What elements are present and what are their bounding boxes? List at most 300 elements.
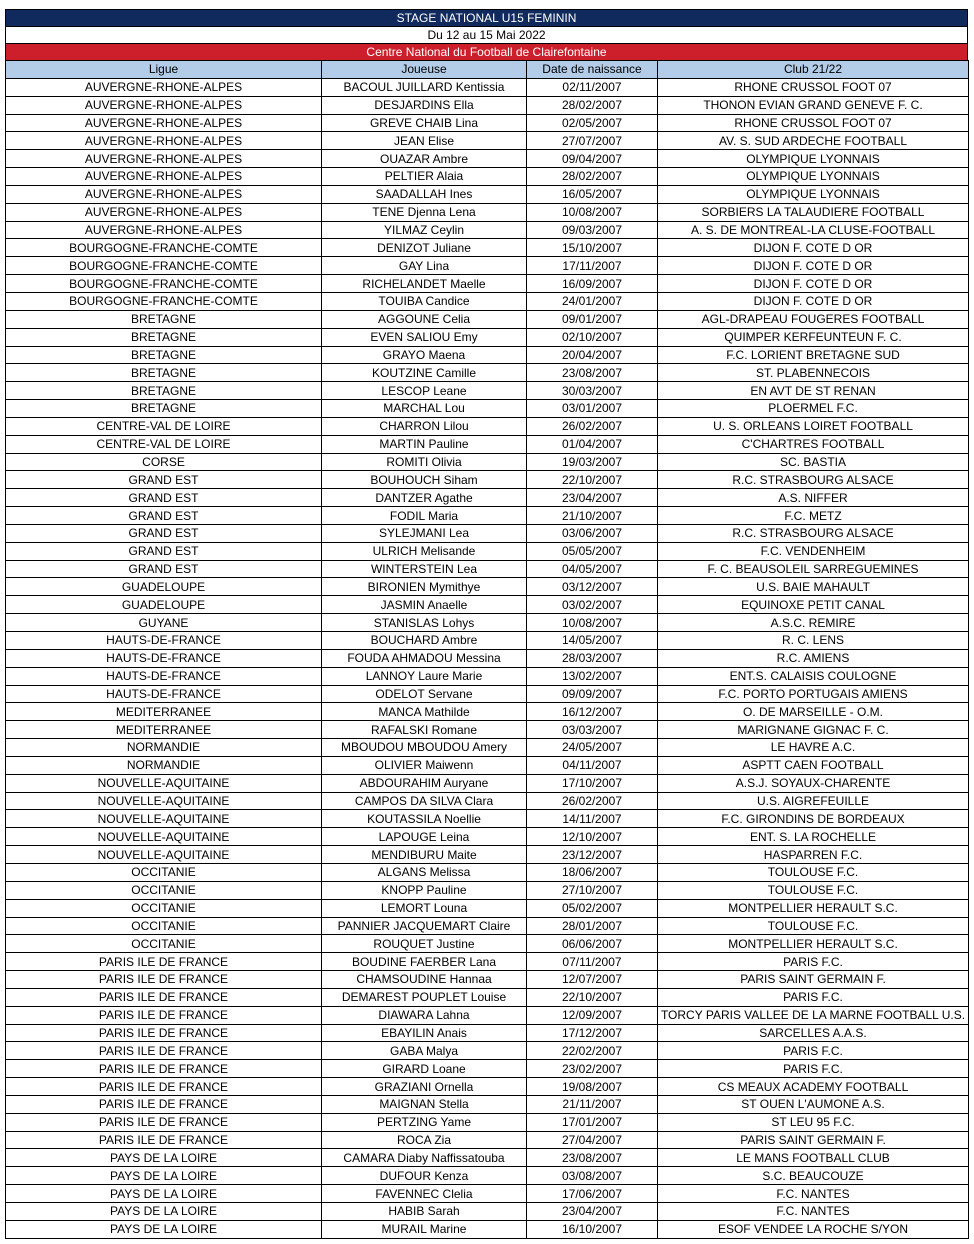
table-row [6,1149,969,1167]
cell-ligue: GRAND EST [6,507,322,525]
cell-joueuse: LEMORT Louna [322,899,527,917]
table-row [6,382,969,400]
cell-ligue: PARIS ILE DE FRANCE [6,1042,322,1060]
cell-ligue: GUADELOUPE [6,596,322,614]
cell-club: MONTPELLIER HERAULT S.C. [658,935,969,953]
cell-ligue: BOURGOGNE-FRANCHE-COMTE [6,239,322,257]
cell-club: ST. PLABENNECOIS [658,364,969,382]
cell-joueuse: GRAZIANI Ornella [322,1078,527,1096]
table-row [6,168,969,186]
cell-ligue: GRAND EST [6,471,322,489]
cell-date: 09/09/2007 [527,685,658,703]
cell-club: THONON EVIAN GRAND GENEVE F. C. [658,96,969,114]
cell-ligue: GRAND EST [6,524,322,542]
table-row [6,150,969,168]
cell-joueuse: MARCHAL Lou [322,400,527,418]
table-row [6,221,969,239]
cell-joueuse: BIRONIEN Mymithye [322,578,527,596]
table-row [6,78,969,96]
cell-joueuse: MANCA Mathilde [322,703,527,721]
cell-club: DIJON F. COTE D OR [658,275,969,293]
table-row [6,400,969,418]
cell-ligue: OCCITANIE [6,917,322,935]
cell-ligue: MEDITERRANEE [6,703,322,721]
table-row [6,596,969,614]
cell-date: 23/08/2007 [527,364,658,382]
cell-ligue: NOUVELLE-AQUITAINE [6,828,322,846]
cell-ligue: NOUVELLE-AQUITAINE [6,792,322,810]
table-row [6,1078,969,1096]
cell-ligue: NOUVELLE-AQUITAINE [6,810,322,828]
cell-ligue: GRAND EST [6,489,322,507]
cell-club: PARIS F.C. [658,953,969,971]
table-row [6,453,969,471]
cell-date: 03/12/2007 [527,578,658,596]
column-header-joueuse: Joueuse [322,61,527,79]
cell-club: O. DE MARSEILLE - O.M. [658,703,969,721]
table-row [6,257,969,275]
cell-club: A.S.J. SOYAUX-CHARENTE [658,774,969,792]
cell-club: PARIS F.C. [658,1042,969,1060]
cell-club: CS MEAUX ACADEMY FOOTBALL [658,1078,969,1096]
cell-date: 17/12/2007 [527,1024,658,1042]
cell-joueuse: AGGOUNE Celia [322,310,527,328]
cell-ligue: PARIS ILE DE FRANCE [6,1006,322,1024]
cell-club: SORBIERS LA TALAUDIERE FOOTBALL [658,203,969,221]
cell-joueuse: CHARRON Lilou [322,417,527,435]
cell-date: 27/07/2007 [527,132,658,150]
table-row [6,810,969,828]
table-row [6,1113,969,1131]
table-row [6,1203,969,1221]
cell-club: PARIS F.C. [658,988,969,1006]
table-row [6,578,969,596]
cell-joueuse: MENDIBURU Maite [322,846,527,864]
cell-date: 24/05/2007 [527,739,658,757]
cell-club: ESOF VENDEE LA ROCHE S/YON [658,1220,969,1238]
cell-club: F. C. BEAUSOLEIL SARREGUEMINES [658,560,969,578]
table-row [6,114,969,132]
table-row [6,310,969,328]
column-header-date: Date de naissance [527,61,658,79]
table-row [6,275,969,293]
cell-date: 22/02/2007 [527,1042,658,1060]
cell-date: 12/07/2007 [527,971,658,989]
table-row [6,846,969,864]
table-row [6,685,969,703]
cell-date: 17/01/2007 [527,1113,658,1131]
cell-club: DIJON F. COTE D OR [658,257,969,275]
cell-ligue: NOUVELLE-AQUITAINE [6,774,322,792]
cell-joueuse: ODELOT Servane [322,685,527,703]
cell-club: RHONE CRUSSOL FOOT 07 [658,78,969,96]
cell-joueuse: TOUIBA Candice [322,292,527,310]
cell-date: 09/03/2007 [527,221,658,239]
cell-date: 23/08/2007 [527,1149,658,1167]
cell-club: LE MANS FOOTBALL CLUB [658,1149,969,1167]
cell-joueuse: KOUTZINE Camille [322,364,527,382]
cell-ligue: PAYS DE LA LOIRE [6,1149,322,1167]
table-row [6,863,969,881]
cell-joueuse: JEAN Elise [322,132,527,150]
cell-club: ENT. S. LA ROCHELLE [658,828,969,846]
table-row [6,435,969,453]
cell-date: 10/08/2007 [527,203,658,221]
cell-joueuse: MARTIN Pauline [322,435,527,453]
table-row [6,1220,969,1238]
cell-ligue: AUVERGNE-RHONE-ALPES [6,168,322,186]
table-row [6,292,969,310]
cell-club: TOULOUSE F.C. [658,917,969,935]
cell-ligue: GRAND EST [6,542,322,560]
cell-club: MONTPELLIER HERAULT S.C. [658,899,969,917]
cell-joueuse: WINTERSTEIN Lea [322,560,527,578]
table-row [6,1095,969,1113]
cell-club: DIJON F. COTE D OR [658,239,969,257]
cell-ligue: PARIS ILE DE FRANCE [6,1095,322,1113]
cell-ligue: PARIS ILE DE FRANCE [6,1078,322,1096]
cell-date: 12/10/2007 [527,828,658,846]
cell-club: PARIS SAINT GERMAIN F. [658,971,969,989]
cell-date: 01/04/2007 [527,435,658,453]
cell-club: TOULOUSE F.C. [658,881,969,899]
cell-date: 09/01/2007 [527,310,658,328]
table-row [6,1185,969,1203]
cell-club: F.C. GIRONDINS DE BORDEAUX [658,810,969,828]
cell-club: PARIS F.C. [658,1060,969,1078]
cell-joueuse: BOUDINE FAERBER Lana [322,953,527,971]
cell-club: OLYMPIQUE LYONNAIS [658,168,969,186]
cell-ligue: AUVERGNE-RHONE-ALPES [6,96,322,114]
cell-club: SC. BASTIA [658,453,969,471]
table-row [6,239,969,257]
cell-joueuse: EBAYILIN Anais [322,1024,527,1042]
cell-date: 04/11/2007 [527,756,658,774]
cell-joueuse: ROMITI Olivia [322,453,527,471]
cell-ligue: CORSE [6,453,322,471]
cell-ligue: BRETAGNE [6,328,322,346]
cell-club: F.C. NANTES [658,1203,969,1221]
cell-date: 21/10/2007 [527,507,658,525]
table-row [6,542,969,560]
table-row [6,185,969,203]
cell-date: 28/02/2007 [527,96,658,114]
cell-club: AGL-DRAPEAU FOUGERES FOOTBALL [658,310,969,328]
cell-joueuse: BACOUL JUILLARD Kentissia [322,78,527,96]
cell-ligue: CENTRE-VAL DE LOIRE [6,435,322,453]
cell-joueuse: HABIB Sarah [322,1203,527,1221]
cell-joueuse: ALGANS Melissa [322,863,527,881]
cell-club: TORCY PARIS VALLEE DE LA MARNE FOOTBALL U.S. [658,1006,969,1024]
cell-joueuse: GAY Lina [322,257,527,275]
cell-date: 28/01/2007 [527,917,658,935]
cell-date: 22/10/2007 [527,988,658,1006]
cell-date: 10/08/2007 [527,614,658,632]
cell-ligue: AUVERGNE-RHONE-ALPES [6,185,322,203]
event-title: STAGE NATIONAL U15 FEMININ [5,9,968,26]
cell-date: 06/06/2007 [527,935,658,953]
cell-club: DIJON F. COTE D OR [658,292,969,310]
cell-joueuse: RICHELANDET Maelle [322,275,527,293]
cell-joueuse: OLIVIER Maiwenn [322,756,527,774]
event-dates: Du 12 au 15 Mai 2022 [5,26,968,43]
cell-joueuse: PERTZING Yame [322,1113,527,1131]
cell-date: 27/04/2007 [527,1131,658,1149]
cell-ligue: NOUVELLE-AQUITAINE [6,846,322,864]
cell-club: OLYMPIQUE LYONNAIS [658,150,969,168]
cell-ligue: OCCITANIE [6,899,322,917]
table-row [6,1060,969,1078]
cell-ligue: BRETAGNE [6,364,322,382]
cell-date: 19/03/2007 [527,453,658,471]
cell-joueuse: LAPOUGE Leina [322,828,527,846]
cell-ligue: PAYS DE LA LOIRE [6,1185,322,1203]
table-row [6,346,969,364]
cell-date: 21/11/2007 [527,1095,658,1113]
cell-club: S.C. BEAUCOUZE [658,1167,969,1185]
cell-date: 16/10/2007 [527,1220,658,1238]
table-row [6,614,969,632]
cell-club: AV. S. SUD ARDECHE FOOTBALL [658,132,969,150]
cell-ligue: OCCITANIE [6,881,322,899]
cell-joueuse: KNOPP Pauline [322,881,527,899]
cell-ligue: AUVERGNE-RHONE-ALPES [6,78,322,96]
cell-ligue: PARIS ILE DE FRANCE [6,1024,322,1042]
cell-ligue: GRAND EST [6,560,322,578]
cell-date: 16/05/2007 [527,185,658,203]
cell-joueuse: SAADALLAH Ines [322,185,527,203]
cell-joueuse: RAFALSKI Romane [322,721,527,739]
cell-date: 12/09/2007 [527,1006,658,1024]
cell-ligue: BRETAGNE [6,400,322,418]
cell-club: TOULOUSE F.C. [658,863,969,881]
cell-date: 15/10/2007 [527,239,658,257]
cell-joueuse: MBOUDOU MBOUDOU Amery [322,739,527,757]
table-row [6,524,969,542]
cell-ligue: BRETAGNE [6,382,322,400]
cell-date: 14/05/2007 [527,632,658,650]
cell-club: ASPTT CAEN FOOTBALL [658,756,969,774]
table-row [6,417,969,435]
cell-joueuse: ULRICH Melisande [322,542,527,560]
cell-date: 16/12/2007 [527,703,658,721]
cell-joueuse: GABA Malya [322,1042,527,1060]
cell-joueuse: KOUTASSILA Noellie [322,810,527,828]
cell-club: A.S. NIFFER [658,489,969,507]
table-row [6,471,969,489]
cell-joueuse: GREVE CHAIB Lina [322,114,527,132]
cell-ligue: AUVERGNE-RHONE-ALPES [6,221,322,239]
table-row [6,667,969,685]
cell-date: 23/02/2007 [527,1060,658,1078]
cell-club: R.C. STRASBOURG ALSACE [658,524,969,542]
cell-ligue: BOURGOGNE-FRANCHE-COMTE [6,292,322,310]
cell-date: 05/05/2007 [527,542,658,560]
table-row [6,1167,969,1185]
table-row [6,1024,969,1042]
cell-joueuse: GIRARD Loane [322,1060,527,1078]
cell-joueuse: DUFOUR Kenza [322,1167,527,1185]
cell-club: EN AVT DE ST RENAN [658,382,969,400]
column-header-ligue: Ligue [6,61,322,79]
cell-date: 03/02/2007 [527,596,658,614]
cell-ligue: OCCITANIE [6,863,322,881]
table-row [6,507,969,525]
cell-joueuse: BOUCHARD Ambre [322,632,527,650]
table-row [6,1006,969,1024]
cell-club: F.C. NANTES [658,1185,969,1203]
column-header-club: Club 21/22 [658,61,969,79]
cell-date: 19/08/2007 [527,1078,658,1096]
table-row [6,649,969,667]
cell-ligue: AUVERGNE-RHONE-ALPES [6,114,322,132]
cell-ligue: PARIS ILE DE FRANCE [6,1131,322,1149]
cell-ligue: PARIS ILE DE FRANCE [6,953,322,971]
cell-joueuse: ROUQUET Justine [322,935,527,953]
table-row [6,328,969,346]
cell-date: 04/05/2007 [527,560,658,578]
cell-ligue: GUADELOUPE [6,578,322,596]
cell-date: 30/03/2007 [527,382,658,400]
cell-date: 23/12/2007 [527,846,658,864]
cell-date: 28/02/2007 [527,168,658,186]
table-row [6,917,969,935]
cell-date: 28/03/2007 [527,649,658,667]
cell-ligue: BOURGOGNE-FRANCHE-COMTE [6,257,322,275]
table-row [6,953,969,971]
cell-date: 27/10/2007 [527,881,658,899]
cell-club: A.S.C. REMIRE [658,614,969,632]
cell-date: 26/02/2007 [527,417,658,435]
cell-joueuse: DESJARDINS Ella [322,96,527,114]
cell-date: 05/02/2007 [527,899,658,917]
cell-club: F.C. LORIENT BRETAGNE SUD [658,346,969,364]
cell-club: SARCELLES A.A.S. [658,1024,969,1042]
cell-club: RHONE CRUSSOL FOOT 07 [658,114,969,132]
cell-ligue: BOURGOGNE-FRANCHE-COMTE [6,275,322,293]
cell-ligue: NORMANDIE [6,739,322,757]
table-body [6,78,969,1238]
cell-date: 14/11/2007 [527,810,658,828]
table-row [6,971,969,989]
cell-ligue: HAUTS-DE-FRANCE [6,649,322,667]
table-row [6,721,969,739]
cell-club: F.C. METZ [658,507,969,525]
cell-date: 13/02/2007 [527,667,658,685]
cell-club: PLOERMEL F.C. [658,400,969,418]
cell-joueuse: EVEN SALIOU Emy [322,328,527,346]
cell-date: 22/10/2007 [527,471,658,489]
cell-club: U.S. AIGREFEUILLE [658,792,969,810]
cell-date: 26/02/2007 [527,792,658,810]
cell-club: R.C. AMIENS [658,649,969,667]
cell-joueuse: DANTZER Agathe [322,489,527,507]
cell-joueuse: DENIZOT Juliane [322,239,527,257]
table-row [6,988,969,1006]
cell-date: 17/11/2007 [527,257,658,275]
cell-ligue: BRETAGNE [6,346,322,364]
cell-ligue: AUVERGNE-RHONE-ALPES [6,132,322,150]
players-table [5,60,969,1239]
cell-ligue: PARIS ILE DE FRANCE [6,1060,322,1078]
cell-date: 24/01/2007 [527,292,658,310]
cell-club: ST OUEN L'AUMONE A.S. [658,1095,969,1113]
cell-ligue: HAUTS-DE-FRANCE [6,632,322,650]
cell-ligue: PAYS DE LA LOIRE [6,1203,322,1221]
cell-club: U.S. BAIE MAHAULT [658,578,969,596]
cell-club: F.C. VENDENHEIM [658,542,969,560]
cell-joueuse: DIAWARA Lahna [322,1006,527,1024]
cell-joueuse: MURAIL Marine [322,1220,527,1238]
cell-joueuse: MAIGNAN Stella [322,1095,527,1113]
table-row [6,632,969,650]
cell-joueuse: TENE Djenna Lena [322,203,527,221]
cell-club: F.C. PORTO PORTUGAIS AMIENS [658,685,969,703]
cell-ligue: PARIS ILE DE FRANCE [6,971,322,989]
cell-club: MARIGNANE GIGNAC F. C. [658,721,969,739]
table-row [6,560,969,578]
cell-ligue: PARIS ILE DE FRANCE [6,988,322,1006]
cell-joueuse: CHAMSOUDINE Hannaa [322,971,527,989]
cell-joueuse: PELTIER Alaia [322,168,527,186]
table-row [6,828,969,846]
cell-club: ENT.S. CALAISIS COULOGNE [658,667,969,685]
table-row [6,703,969,721]
cell-club: QUIMPER KERFEUNTEUN F. C. [658,328,969,346]
roster-sheet [5,9,968,1239]
cell-club: HASPARREN F.C. [658,846,969,864]
cell-ligue: BRETAGNE [6,310,322,328]
table-row [6,1131,969,1149]
cell-joueuse: FAVENNEC Clelia [322,1185,527,1203]
table-row [6,203,969,221]
cell-club: OLYMPIQUE LYONNAIS [658,185,969,203]
table-row [6,132,969,150]
cell-joueuse: CAMARA Diaby Naffissatouba [322,1149,527,1167]
table-row [6,899,969,917]
cell-date: 18/06/2007 [527,863,658,881]
cell-date: 09/04/2007 [527,150,658,168]
cell-club: EQUINOXE PETIT CANAL [658,596,969,614]
cell-ligue: AUVERGNE-RHONE-ALPES [6,203,322,221]
cell-ligue: OCCITANIE [6,935,322,953]
cell-club: A. S. DE MONTREAL-LA CLUSE-FOOTBALL [658,221,969,239]
event-venue: Centre National du Football de Clairefontaine [5,43,968,60]
cell-ligue: MEDITERRANEE [6,721,322,739]
table-row [6,881,969,899]
cell-ligue: AUVERGNE-RHONE-ALPES [6,150,322,168]
cell-joueuse: FODIL Maria [322,507,527,525]
cell-date: 02/10/2007 [527,328,658,346]
cell-ligue: PAYS DE LA LOIRE [6,1220,322,1238]
cell-date: 23/04/2007 [527,489,658,507]
cell-ligue: NORMANDIE [6,756,322,774]
cell-joueuse: JASMIN Anaelle [322,596,527,614]
header-row [6,61,969,79]
cell-joueuse: BOUHOUCH Siham [322,471,527,489]
cell-joueuse: LANNOY Laure Marie [322,667,527,685]
table-row [6,1042,969,1060]
cell-club: U. S. ORLEANS LOIRET FOOTBALL [658,417,969,435]
cell-joueuse: YILMAZ Ceylin [322,221,527,239]
cell-date: 02/05/2007 [527,114,658,132]
cell-ligue: HAUTS-DE-FRANCE [6,667,322,685]
cell-ligue: CENTRE-VAL DE LOIRE [6,417,322,435]
cell-joueuse: FOUDA AHMADOU Messina [322,649,527,667]
cell-joueuse: LESCOP Leane [322,382,527,400]
cell-date: 07/11/2007 [527,953,658,971]
cell-ligue: HAUTS-DE-FRANCE [6,685,322,703]
